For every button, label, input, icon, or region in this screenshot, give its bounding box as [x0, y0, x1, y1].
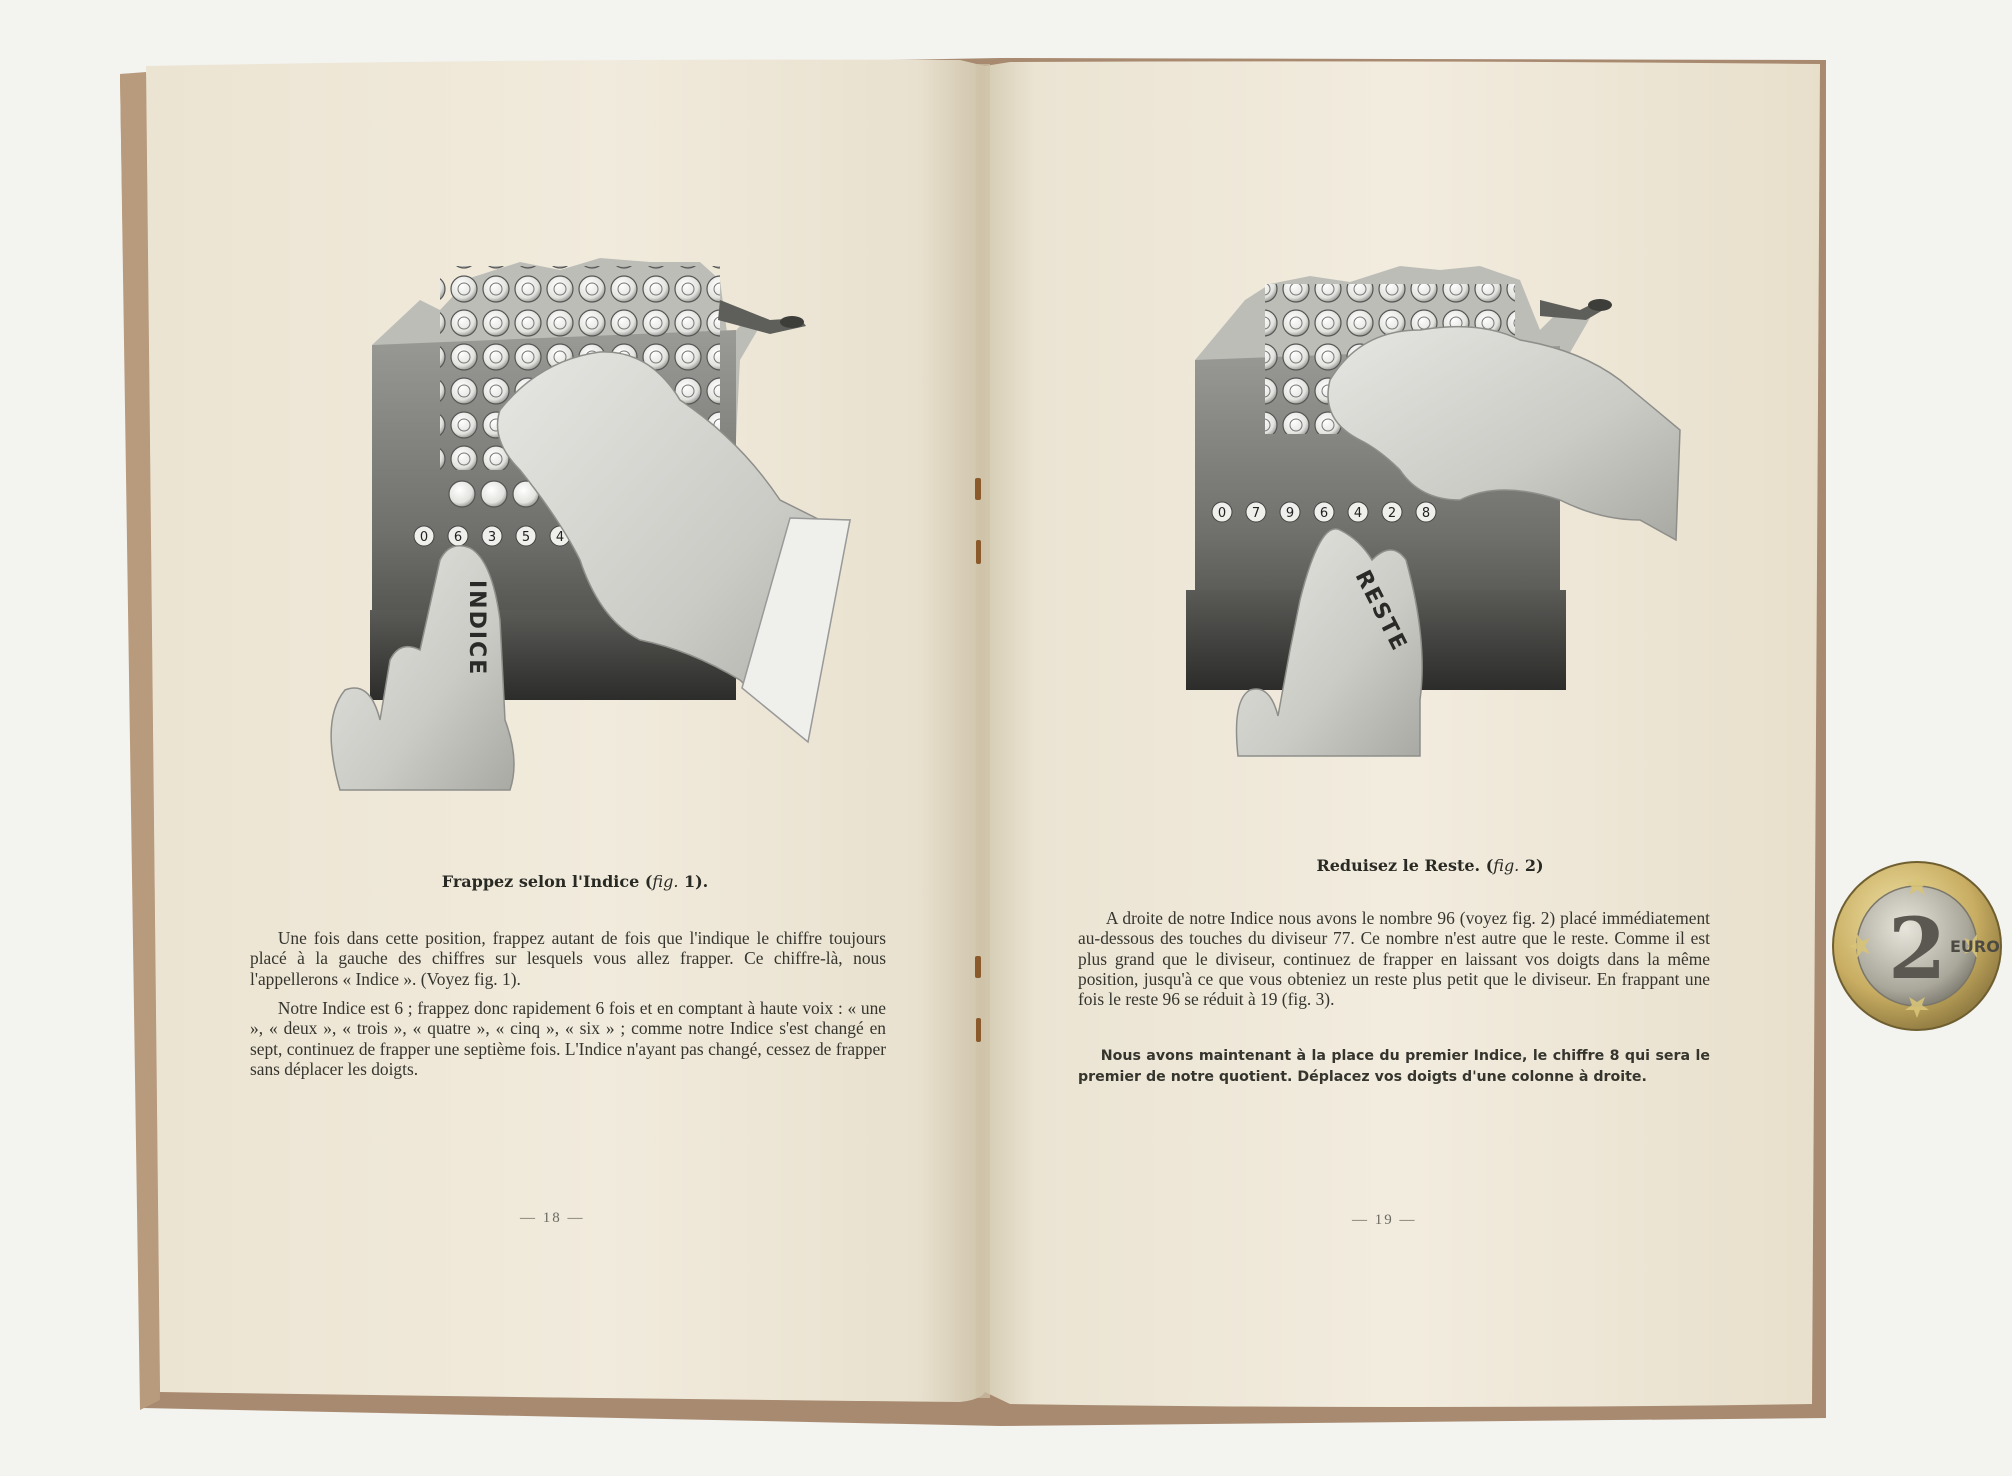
figure-1-label: INDICE	[464, 580, 489, 677]
register-digit: 6	[453, 530, 463, 545]
right-paragraph-2: Nous avons maintenant à la place du premier Indice, le chiffre 8 qui sera le premier de notre quotient. Déplacez vos doigts d'une colonne à droite.	[1078, 1048, 1710, 1085]
left-paragraph-1: Une fois dans cette position, frappez autant de fois que l'indique le chiffre toujours placé à la gauche des chiffres sur lesquels vous allez frapper. Ce chiffre-là, nous l'appellerons « Indice ». (Voyez fig. 1).	[250, 928, 886, 989]
register-digit: 0	[419, 530, 429, 545]
coin-label: EURO	[1950, 937, 2000, 956]
right-caption-fig: fig.	[1493, 856, 1520, 875]
register-digit: 8	[1421, 506, 1431, 521]
coin-value: 2	[1888, 899, 1947, 998]
euro-coin	[1833, 862, 2001, 1030]
left-caption-end: 1).	[678, 872, 709, 891]
right-page-caption	[1210, 856, 1650, 875]
right-paragraph-1: A droite de notre Indice nous avons le nombre 96 (voyez fig. 2) placé immédiatement au-dessous des touches du diviseur 77. Ce nombre n'est autre que le reste. Comme il est plus grand que le diviseur, continuez de frapper en laissant vos doigts dans la même position, jusqu'à ce que vous obteniez un reste plus petit que le diviseur. En frappant une fois le reste 96 se réduit à 19 (fig. 3).	[1078, 908, 1710, 1010]
left-page-caption	[300, 872, 850, 891]
right-caption-end: 2)	[1519, 856, 1544, 875]
register-digit: 5	[521, 530, 531, 545]
left-caption-fig: fig.	[652, 872, 679, 891]
left-paragraph-2: Notre Indice est 6 ; frappez donc rapidement 6 fois et en comptant à haute voix : « une », « deux », « trois », « quatre », « cinq », « six » ; comme notre Indice s'est changé en sept, continuez de frapper une septième fois. L'Indice n'ayant pas changé, cessez de frapper sans déplacer les doigts.	[250, 998, 886, 1079]
left-page	[146, 60, 985, 1402]
register-digit: 3	[487, 530, 497, 545]
register-digit: 4	[555, 530, 565, 545]
register-digit: 7	[1251, 506, 1261, 521]
register-digit: 6	[1319, 506, 1329, 521]
register-digit: 4	[1353, 506, 1363, 521]
register-digit: 9	[1285, 506, 1295, 521]
left-page-number: — 18 —	[520, 1210, 585, 1226]
register-digit: 2	[1387, 506, 1397, 521]
register-digit: 0	[1217, 506, 1227, 521]
right-caption-text: Reduisez le Reste. (	[1316, 856, 1494, 875]
right-page-number: — 19 —	[1352, 1212, 1417, 1228]
gutter	[976, 64, 990, 1398]
figure-2-label: RESTE	[1349, 566, 1412, 657]
left-caption-text: Frappez selon l'Indice (	[441, 872, 653, 891]
